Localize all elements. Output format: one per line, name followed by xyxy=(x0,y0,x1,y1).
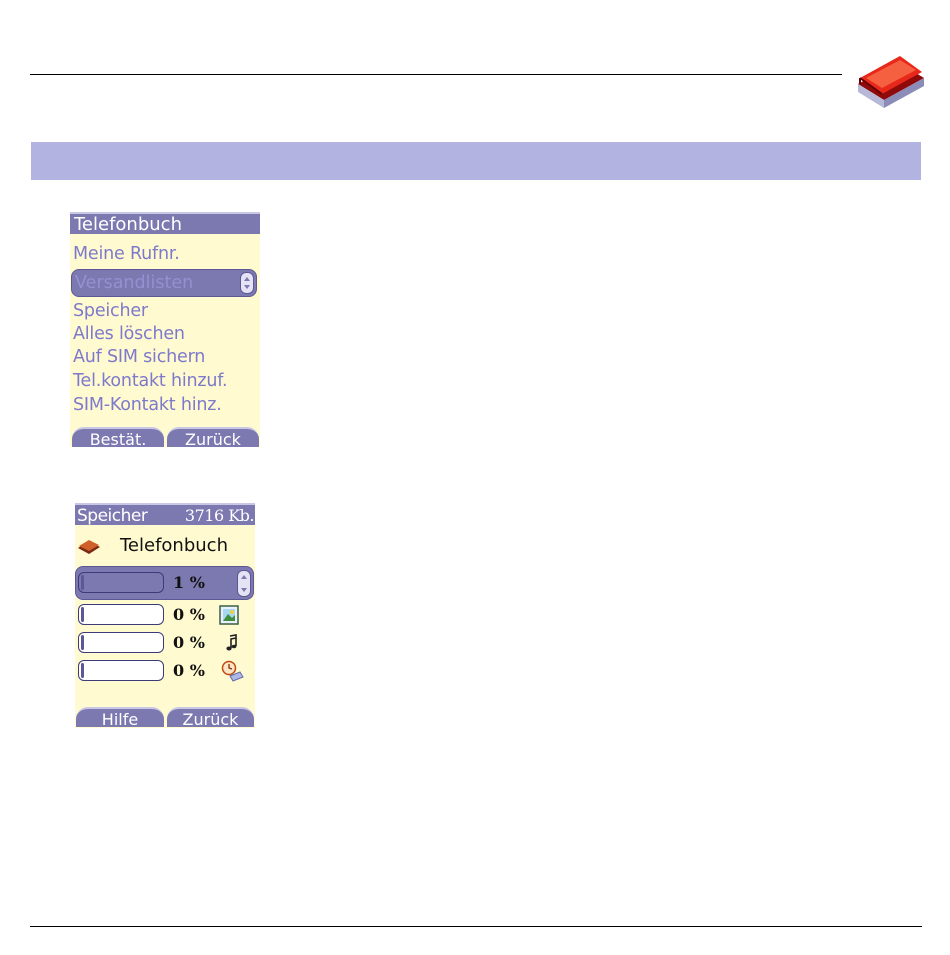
memory-bar-images[interactable] xyxy=(77,602,253,628)
percent-label: 1 % xyxy=(173,573,205,592)
menu-item-meine-rufnr[interactable]: Meine Rufnr. xyxy=(73,244,180,264)
menu-item-auf-sim-sichern[interactable]: Auf SIM sichern xyxy=(73,347,206,367)
memory-bar-phonebook[interactable] xyxy=(77,570,253,596)
phonebook-menu-screen xyxy=(70,212,260,447)
menu-item-speicher[interactable]: Speicher xyxy=(73,301,148,321)
scroll-indicator[interactable] xyxy=(240,272,254,294)
softkey-right-zurueck[interactable]: Zurück xyxy=(167,427,259,447)
category-label: Telefonbuch xyxy=(120,535,228,556)
softkey-left-bestaet[interactable]: Bestät. xyxy=(72,427,164,447)
phonebook-book-icon xyxy=(852,50,928,112)
menu-item-tel-kontakt-hinzuf[interactable]: Tel.kontakt hinzuf. xyxy=(73,371,228,391)
bottom-divider xyxy=(30,926,922,927)
progress-fill xyxy=(81,635,84,650)
softkey-left-hilfe[interactable]: Hilfe xyxy=(76,707,164,727)
scroll-down-icon xyxy=(244,285,250,289)
progress-fill xyxy=(81,607,84,622)
progress-bar xyxy=(78,632,164,653)
progress-bar xyxy=(78,660,164,681)
memory-title-bar xyxy=(75,503,255,525)
menu-item-versandlisten[interactable] xyxy=(71,269,257,297)
menu-item-sim-kontakt-hinz[interactable]: SIM-Kontakt hinz. xyxy=(73,395,222,415)
progress-fill xyxy=(81,575,84,590)
music-note-icon xyxy=(221,633,241,657)
softkey-right-zurueck[interactable]: Zurück xyxy=(167,707,254,727)
memory-screen xyxy=(75,503,255,728)
percent-label: 0 % xyxy=(173,605,205,624)
percent-label: 0 % xyxy=(173,661,205,680)
memory-bar-alarms[interactable] xyxy=(77,658,253,684)
progress-bar xyxy=(78,572,164,593)
top-divider xyxy=(30,74,842,75)
memory-bar-sounds[interactable] xyxy=(77,630,253,656)
memory-title: Speicher xyxy=(77,506,148,526)
menu-item-label: Versandlisten xyxy=(75,273,194,293)
progress-bar xyxy=(78,604,164,625)
scroll-up-icon xyxy=(244,277,250,281)
memory-size: 3716 Kb. xyxy=(184,506,254,525)
progress-fill xyxy=(81,663,84,678)
percent-label: 0 % xyxy=(173,633,205,652)
section-header-band xyxy=(31,142,921,180)
phonebook-small-icon xyxy=(77,539,101,555)
screen-title: Telefonbuch xyxy=(70,212,260,234)
alarm-clock-icon xyxy=(220,659,244,687)
image-icon xyxy=(219,605,239,629)
menu-item-alles-loeschen[interactable]: Alles löschen xyxy=(73,324,185,344)
